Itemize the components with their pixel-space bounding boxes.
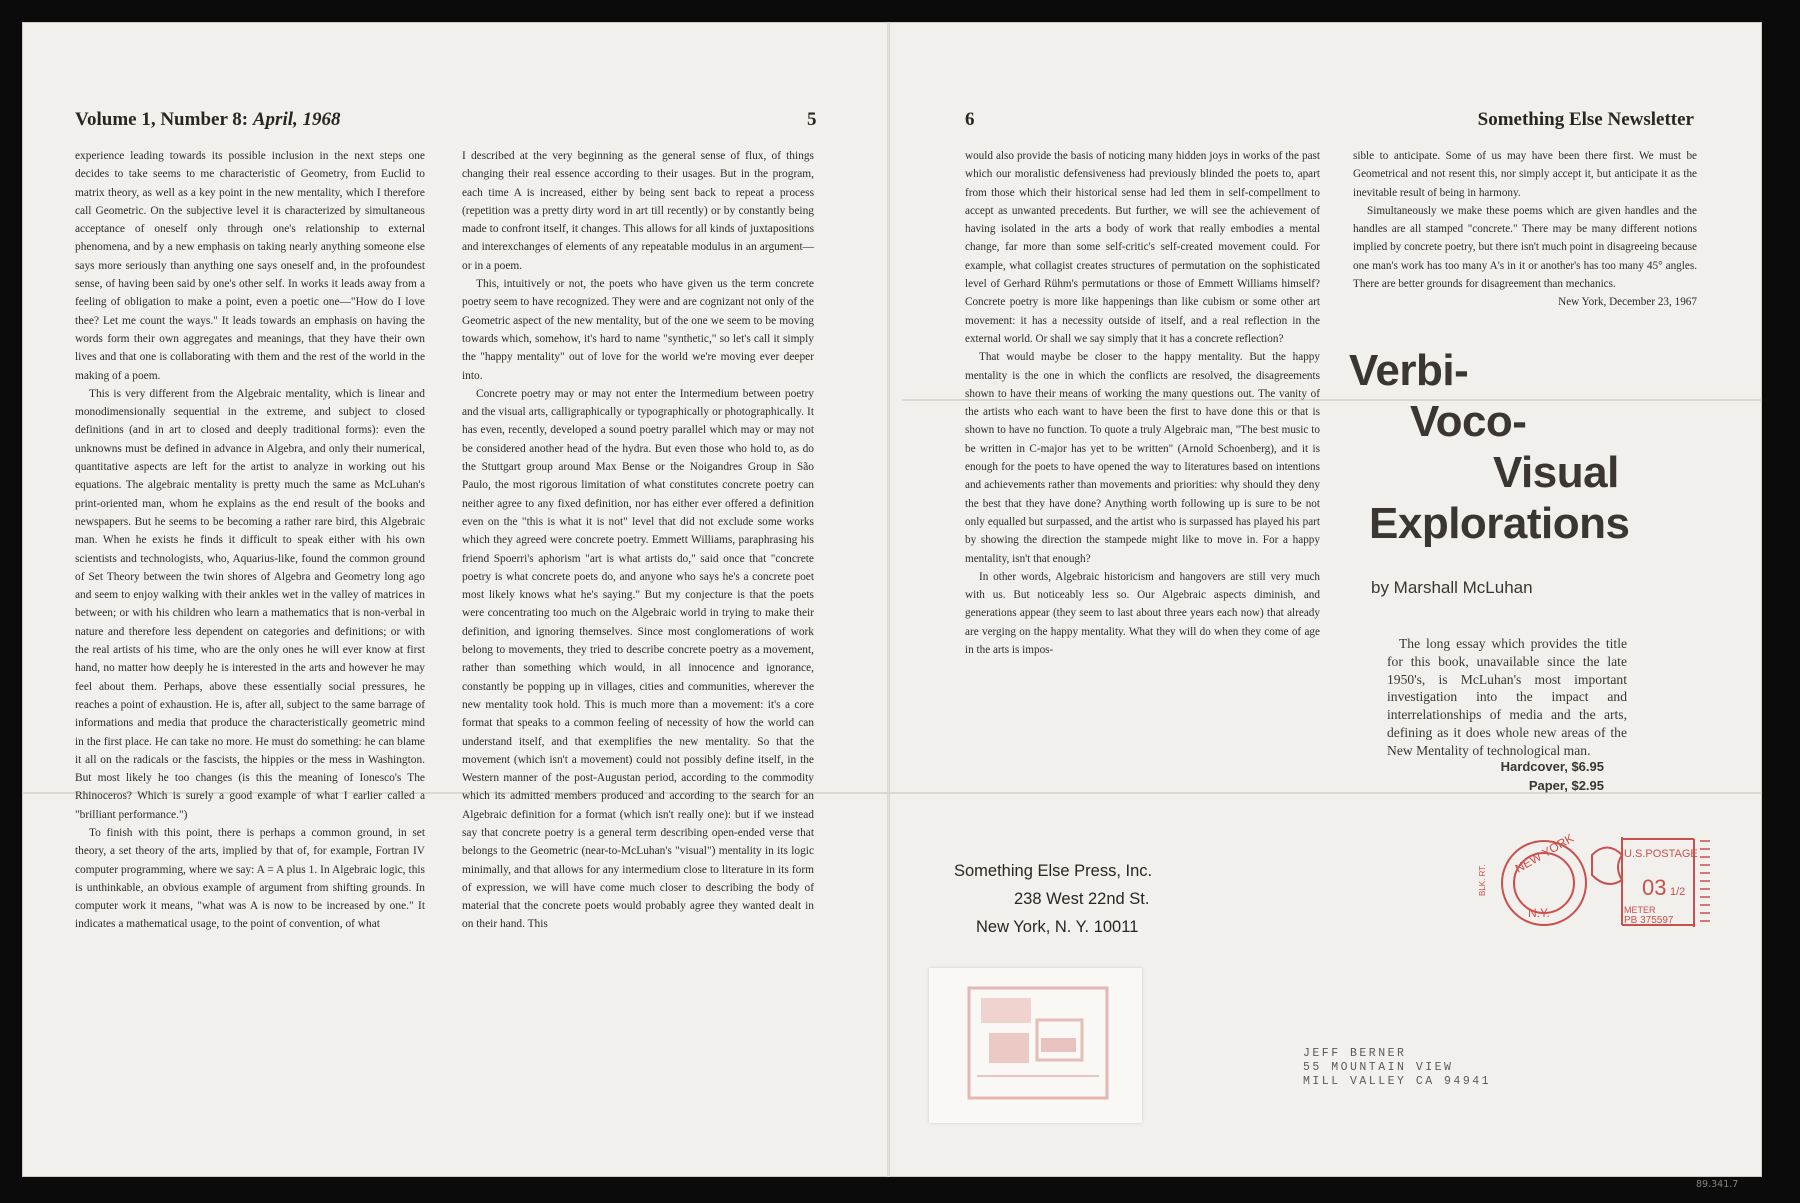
recipient-address	[1303, 1047, 1491, 1089]
ad-blurb	[1387, 635, 1627, 760]
meter-value: 03	[1642, 875, 1667, 900]
postage-meter-stamp	[1472, 825, 1722, 945]
meter-city: NEW YORK	[1512, 830, 1577, 876]
paragraph: Simultaneously we make these poems which are given handles and the handles are all stamped "concrete." There may be many different notions implied by concrete poetry, but there isn't much point in disagreeing because one man's work has too many A's in it or another's has too many 45° angles. There are better grounds for disagreement than mechanics.	[1353, 204, 1697, 291]
meter-fraction: 1/2	[1670, 886, 1686, 898]
meter-number: PB 375597	[1624, 915, 1674, 926]
page-5	[22, 22, 887, 1177]
sender-street: 238 West 22nd St.	[1014, 890, 1150, 908]
dateline: New York, December 23, 1967	[1558, 296, 1697, 309]
paragraph: I described at the very beginning as the general sense of flux, of things changing their real essence according to their usages. But in the program, each time A is increased, either by being sent back to repeat a process (repetition was a pretty dirty word in art till recently) or by constantly being made to confront itself, it changes. This allows for all kinds of juxtapositions and interexchanges of elements of any repeatable modulus in an argument—or in a poem.	[462, 150, 814, 272]
price-paper: Paper, $2.95	[1528, 778, 1604, 793]
ad-byline: by Marshall McLuhan	[1371, 578, 1533, 597]
paragraph: In other words, Algebraic historicism and hangovers are still very much with us. But noticeably less so. Our Algebraic aspects diminish, and generations appear (they seem to last about three years each now) that already are verging on the happy mentality. What they will do when they come of age in the arts is impos-	[965, 570, 1320, 657]
recipient-name: JEFF BERNER	[1303, 1047, 1407, 1060]
ad-title-line-4: Explorations	[1369, 499, 1630, 548]
ad-title-line-2: Voco-	[1410, 397, 1527, 446]
sender-name: Something Else Press, Inc.	[954, 862, 1153, 880]
meter-label: METER	[1624, 905, 1656, 915]
paragraph: That would maybe be closer to the happy mentality. But the happy mentality is the one in which the conflicts are resolved, the disagreements shown to have their means of working the many questions out. The vanity of the artists who each want to have been the first to have done this or that is shown to have no function. To quote a truly Algebraic man, "The best music to be written in C-major has yet to be written" (Arnold Schoenberg), and it is enough for the poets to have opened the way to literatures based on intentions and achievements rather than movements and priorities: why should they deny the best that they have done? Anything worth following up is sure to be not only equalled but surpassed, and the artist who is surpassed has played his part by showing the direction the stampede might like to move in. For a happy mentality, isn't that enough?	[965, 351, 1320, 565]
article-column-2	[462, 147, 814, 934]
paragraph: experience leading towards its possible inclusion in the next steps one decides to take seems to me characteristic of Geometry, from Euclid to matrix theory, as well as a key point in the new mentality, which I therefore call Geometric. On the subjective level it is characterized by simultaneous acceptance of oneself only through one's relationship to external phenomena, and by a new emphasis on taking nearly anything someone else says more seriously than anything one says oneself and, in the profoundest sense, of having been said by one's other self. In works it leads away from a feeling of obligation to make a point, even a poetic one—"How do I love thee? Let me count the ways." It leads towards an emphasis on having the words form their own aggregates and meanings, that they have their own lives and that one is collaborating with them and the rest of the world in the making of a poem.	[75, 150, 425, 382]
article-column-1	[75, 147, 425, 934]
ad-title-line-3: Visual	[1493, 448, 1619, 497]
recipient-street: 55 MOUNTAIN VIEW	[1303, 1061, 1454, 1074]
paragraph: This, intuitively or not, the poets who have given us the term concrete poetry seem to have recognized. They were and are cognizant not only of the Geometric aspect of the new mentality, but of the one we seem to be moving towards which, somehow, it's hard to name "synthetic," so let's call it simply the "happy mentality" out of love for the world we're moving ever deeper into.	[462, 278, 814, 382]
meter-side: BLK. RT.	[1478, 864, 1487, 896]
paragraph: sible to anticipate. Some of us may have been there first. We must be Geometrical and not resent this, nor simply accept it, but anticipate it as the inevitable result of being in harmony.	[1353, 150, 1697, 199]
page-number-5: 5	[807, 109, 817, 130]
ad-title-line-1: Verbi-	[1349, 346, 1469, 395]
affixed-label	[929, 968, 1142, 1123]
recipient-city: MILL VALLEY CA 94941	[1303, 1075, 1492, 1088]
ad-blurb-text: The long essay which provides the title for this book, unavailable since the late 1950's, is McLuhan's most important investigation into the impact and interrelationships of media and the arts, defining as it does whole new areas of the New Mentality of technological man.	[1387, 636, 1627, 758]
paragraph: To finish with this point, there is perhaps a common ground, in set theory, a set theory of the arts, implied by that of, for example, Fortran IV computer programming, where we say: A = A plus 1. In Algebraic logic, this is unthinkable, an obvious example of argument from shifting grounds. In computer work it means, "what was A is now to be increased by one." It indicates a mathematical usage, to the point of convention, of what	[75, 826, 425, 931]
issue-header	[75, 109, 341, 131]
paragraph: Concrete poetry may or may not enter the Intermedium between poetry and the visual arts, calligraphically or typographically or photographically. It has even, recently, developed a sound poetry parallel which may or may not be considered another head of the hydra. But even those who hold to, as do the Stuttgart group around Max Bense or the Noigandres Group in São Paulo, the most rigorous limitation of what constitutes concrete poetry can neither agree to any fixed definition, nor has either ever offered a definition even on the "this is what it is not" level that did not exclude some works which they agreed were concrete poetry. Emmett Williams, paraphrasing his friend Spoerri's aphorism "art is what artists do," said once that "concrete poetry is what concrete poets do, and anyone who says he's a concrete poet most likely knows what he's saying." But my conjecture is that the poets were concentrating too much on the Algebraic world in trying to make their definition, and ignoring themselves. Since most conglomerations of work belong to movements, they tried to describe concrete poetry as a movement, rather than something which would, in all innocence and ignorance, constantly be popping up in villages, cities and communities, wherever the new mentality took hold. This is much more than a movement: it's a core format that speaks to a common feeling of necessity of how the world can understand itself, and that exemplifies the new mentality. So that the movement (which isn't a movement) could not possibly define itself, in the Western manner of the post-Augustan period, according to the commodity which its admitted members produced and according to the search for an Algebraic definition for a format (which isn't really one): but if we instead say that concrete poetry is a general term describing open-ended verse that belongs to the Geometric (near-to-McLuhan's "visual") mentality in its logic minimally, and that allows for any intermedium close to literature in its form of expression, we will have come much closer to describing the body of material that the concrete poets would probably agree they wanted dealt in on their hand. This	[462, 387, 814, 931]
issue-date: April, 1968	[252, 109, 341, 130]
volume-label: Volume 1, Number 8:	[75, 109, 249, 130]
meter-postage: U.S.POSTAGE	[1624, 848, 1698, 860]
article-column-4	[1353, 147, 1697, 312]
accession-number: 89.341.7	[1696, 1179, 1739, 1190]
article-column-3	[965, 147, 1320, 659]
paragraph: would also provide the basis of noticing many hidden joys in works of the past which our moralistic defensiveness had previously blinded the poets to, apart from those which their historical sense had led them in self-compellment to accept as unwanted precedents. But further, we will see the achievement of having isolated in the arts a body of work that really embodies a mental change, far more than some self-critic's self-created movement could. For example, what collagist creates structures of permutation on the sophisticated level of Gerhard Rühm's permutations or those of Emmett Williams himself? Concrete poetry is more like happenings than like cubism or some other art movement: it has a necessity outside of itself, and a real reflection in the external world. Or shall we say simply that it has a concrete reflection?	[965, 150, 1320, 345]
newsletter-sheet	[22, 22, 1762, 1190]
page-number-6: 6	[965, 109, 975, 130]
faded-sticker-icon	[929, 968, 1142, 1123]
sender-city: New York, N. Y. 10011	[976, 918, 1139, 936]
paragraph: This is very different from the Algebraic mentality, which is linear and monodimensionally sequential in the extreme, and subject to closed definitions (and in art to closed and deeply traditional forms): even the unknowns must be defined in advance in Algebra, and only their numerical, quantitative aspects are left for the artist to analyze in working out his equations. The algebraic mentality is pretty much the same as McLuhan's print-oriented man, whom he explains as the end result of the books and newspapers. But he seems to be becoming a rather rare bird, this Algebraic man. When he exists he finds it difficult to speak either with his own scientists and technologists, who, Aquarius-like, found the common ground of Set Theory between the twin shores of Algebra and Geometry long ago and seem to enjoy walking with their ankles wet in the valley of matrices in between; or with his children who learn a mathematics that is non-verbal in nature and therefore less dependent on categories and definitions; or with the real artists of his time, who are the only ones he will ever know at first hand, no matter how deeply he is interested in the arts and however he may feel about them. Perhaps, above these essentially social pressures, he reaches a point of exhaustion. He is, after all, subject to the same barrage of informations and media that produce the characteristically geometric mind in the first place. He can take no more. He must do something: he can blame it all on the radicals or the fascists, the hippies or the mess in Washington. But most likely he too changes (is this the meaning of Ionesco's The Rhinoceros? Which is surely a good example of what I earlier called a "brilliant performance.")	[75, 387, 425, 821]
meter-state: N.Y.	[1528, 906, 1550, 920]
newsletter-title: Something Else Newsletter	[1477, 109, 1694, 130]
price-hardcover: Hardcover, $6.95	[1500, 759, 1604, 774]
